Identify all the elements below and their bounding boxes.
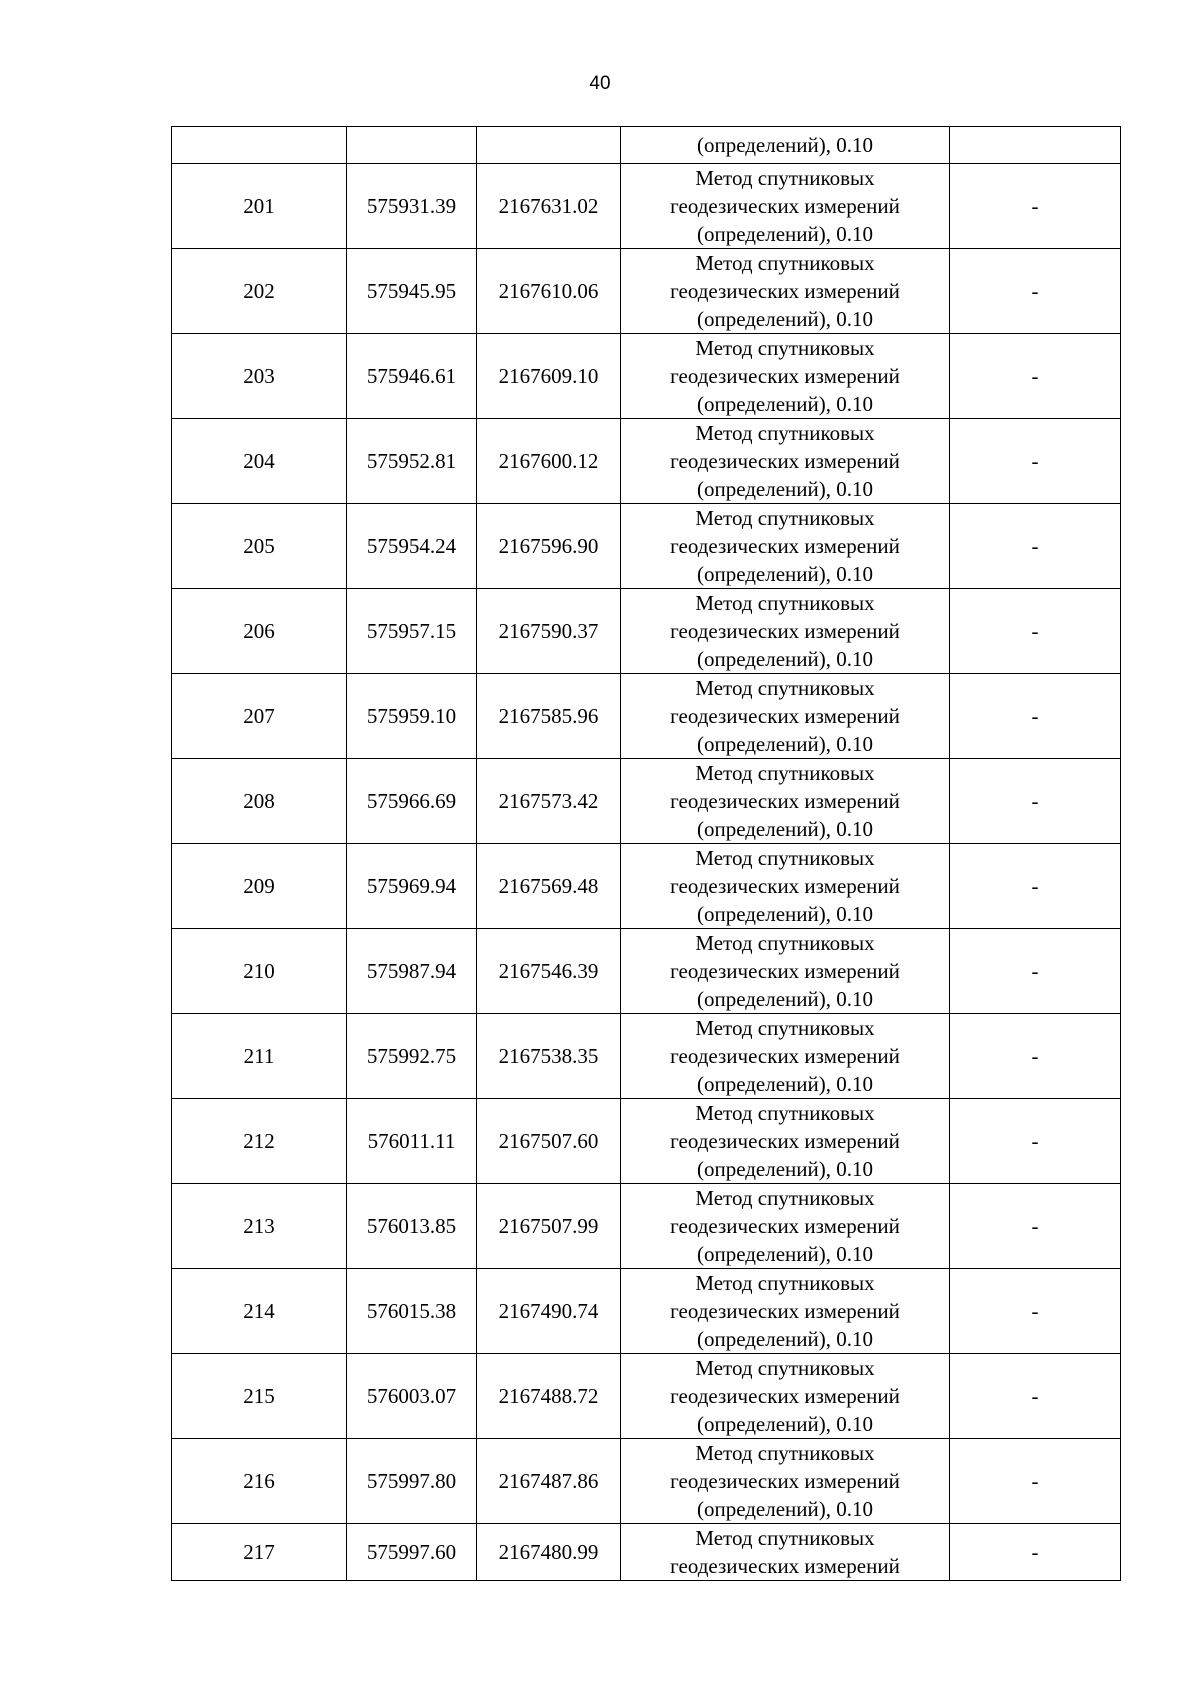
table-row (172, 1524, 1121, 1581)
method-text-line: (определений), 0.10 (696, 307, 874, 331)
method-text-line: Метод спутниковых (695, 846, 875, 870)
point-number-cell: 214 (172, 1269, 347, 1354)
method-text-line: Метод спутниковых (695, 506, 875, 530)
method-cell (621, 1354, 950, 1439)
x-coordinate-cell: 576003.07 (347, 1354, 477, 1439)
table-row (172, 589, 1121, 674)
point-number-cell: 208 (172, 759, 347, 844)
table-row (172, 1099, 1121, 1184)
table-row (172, 127, 1121, 164)
method-text-line: Метод спутниковых (695, 1016, 875, 1040)
method-text-line: геодезических измерений (670, 1214, 900, 1238)
description-cell: - (950, 419, 1121, 504)
method-text-line: (определений), 0.10 (696, 1242, 874, 1266)
table-row (172, 1354, 1121, 1439)
method-text-line: (определений), 0.10 (696, 477, 874, 501)
x-coordinate-cell: 575966.69 (347, 759, 477, 844)
y-coordinate-cell: 2167488.72 (477, 1354, 621, 1439)
method-text-line: Метод спутниковых (695, 1271, 875, 1295)
method-text-line: геодезических измерений (670, 1384, 900, 1408)
method-text-line: (определений), 0.10 (696, 1497, 874, 1521)
description-cell: - (950, 1439, 1121, 1524)
description-cell: - (950, 759, 1121, 844)
x-coordinate-cell (347, 127, 477, 164)
y-coordinate-cell: 2167573.42 (477, 759, 621, 844)
method-text-line: (определений), 0.10 (696, 133, 874, 157)
method-cell (621, 1184, 950, 1269)
table-row (172, 1439, 1121, 1524)
method-cell (621, 1014, 950, 1099)
method-cell (621, 759, 950, 844)
description-cell: - (950, 1014, 1121, 1099)
method-text-line: геодезических измерений (670, 789, 900, 813)
point-number-cell: 207 (172, 674, 347, 759)
method-text-line: геодезических измерений (670, 1129, 900, 1153)
y-coordinate-cell: 2167600.12 (477, 419, 621, 504)
method-cell (621, 164, 950, 249)
method-text-line: Метод спутниковых (695, 1356, 875, 1380)
method-text-line: (определений), 0.10 (696, 817, 874, 841)
method-text-line: геодезических измерений (670, 619, 900, 643)
y-coordinate-cell: 2167609.10 (477, 334, 621, 419)
method-text-line: (определений), 0.10 (696, 392, 874, 416)
y-coordinate-cell: 2167507.99 (477, 1184, 621, 1269)
description-cell: - (950, 589, 1121, 674)
x-coordinate-cell: 576011.11 (347, 1099, 477, 1184)
method-text-line: (определений), 0.10 (696, 1412, 874, 1436)
method-text-line: Метод спутниковых (695, 336, 875, 360)
x-coordinate-cell: 575931.39 (347, 164, 477, 249)
method-cell (621, 929, 950, 1014)
x-coordinate-cell: 575945.95 (347, 249, 477, 334)
method-text-line: (определений), 0.10 (696, 222, 874, 246)
method-text-line: Метод спутниковых (695, 931, 875, 955)
method-text-line: Метод спутниковых (695, 166, 875, 190)
point-number-cell: 211 (172, 1014, 347, 1099)
description-cell: - (950, 1099, 1121, 1184)
table-row (172, 674, 1121, 759)
x-coordinate-cell: 575959.10 (347, 674, 477, 759)
x-coordinate-cell: 575954.24 (347, 504, 477, 589)
method-cell (621, 1269, 950, 1354)
y-coordinate-cell (477, 127, 621, 164)
x-coordinate-cell: 575952.81 (347, 419, 477, 504)
method-text-line: геодезических измерений (670, 874, 900, 898)
y-coordinate-cell: 2167610.06 (477, 249, 621, 334)
table-row (172, 164, 1121, 249)
table-row (172, 1014, 1121, 1099)
method-text-line: геодезических измерений (670, 1044, 900, 1068)
y-coordinate-cell: 2167590.37 (477, 589, 621, 674)
method-text-line: Метод спутниковых (695, 1526, 875, 1550)
x-coordinate-cell: 576015.38 (347, 1269, 477, 1354)
x-coordinate-cell: 575946.61 (347, 334, 477, 419)
description-cell: - (950, 334, 1121, 419)
description-cell: - (950, 844, 1121, 929)
point-number-cell: 203 (172, 334, 347, 419)
x-coordinate-cell: 575957.15 (347, 589, 477, 674)
description-cell: - (950, 504, 1121, 589)
table-row (172, 844, 1121, 929)
y-coordinate-cell: 2167585.96 (477, 674, 621, 759)
method-text-line: (определений), 0.10 (696, 732, 874, 756)
method-cell (621, 1524, 950, 1581)
table-row (172, 504, 1121, 589)
method-text-line: геодезических измерений (670, 449, 900, 473)
method-cell (621, 249, 950, 334)
y-coordinate-cell: 2167507.60 (477, 1099, 621, 1184)
table-row (172, 759, 1121, 844)
table-row (172, 334, 1121, 419)
table-row (172, 419, 1121, 504)
y-coordinate-cell: 2167631.02 (477, 164, 621, 249)
method-cell (621, 674, 950, 759)
point-number-cell: 206 (172, 589, 347, 674)
y-coordinate-cell: 2167546.39 (477, 929, 621, 1014)
method-text-line: Метод спутниковых (695, 251, 875, 275)
description-cell: - (950, 1269, 1121, 1354)
table-row (172, 1269, 1121, 1354)
description-cell: - (950, 1184, 1121, 1269)
method-text-line: (определений), 0.10 (696, 987, 874, 1011)
table-row (172, 1184, 1121, 1269)
method-text-line: Метод спутниковых (695, 591, 875, 615)
method-text-line: геодезических измерений (670, 1469, 900, 1493)
y-coordinate-cell: 2167480.99 (477, 1524, 621, 1581)
method-text-line: геодезических измерений (670, 534, 900, 558)
x-coordinate-cell: 575997.80 (347, 1439, 477, 1524)
description-cell: - (950, 1354, 1121, 1439)
method-cell (621, 334, 950, 419)
y-coordinate-cell: 2167487.86 (477, 1439, 621, 1524)
method-text-line: геодезических измерений (670, 1554, 900, 1578)
point-number-cell: 201 (172, 164, 347, 249)
y-coordinate-cell: 2167596.90 (477, 504, 621, 589)
method-text-line: (определений), 0.10 (696, 562, 874, 586)
method-text-line: Метод спутниковых (695, 761, 875, 785)
description-cell: - (950, 164, 1121, 249)
description-cell (950, 127, 1121, 164)
method-cell (621, 1099, 950, 1184)
method-text-line: Метод спутниковых (695, 421, 875, 445)
method-text-line: Метод спутниковых (695, 676, 875, 700)
y-coordinate-cell: 2167538.35 (477, 1014, 621, 1099)
description-cell: - (950, 249, 1121, 334)
method-cell (621, 1439, 950, 1524)
method-text-line: геодезических измерений (670, 959, 900, 983)
table-row (172, 929, 1121, 1014)
page-number: 40 (589, 73, 611, 94)
point-number-cell (172, 127, 347, 164)
y-coordinate-cell: 2167569.48 (477, 844, 621, 929)
point-number-cell: 216 (172, 1439, 347, 1524)
description-cell: - (950, 674, 1121, 759)
method-text-line: геодезических измерений (670, 704, 900, 728)
x-coordinate-cell: 576013.85 (347, 1184, 477, 1269)
point-number-cell: 204 (172, 419, 347, 504)
description-cell: - (950, 929, 1121, 1014)
x-coordinate-cell: 575969.94 (347, 844, 477, 929)
point-number-cell: 215 (172, 1354, 347, 1439)
method-cell (621, 504, 950, 589)
method-text-line: (определений), 0.10 (696, 902, 874, 926)
y-coordinate-cell: 2167490.74 (477, 1269, 621, 1354)
method-text-line: Метод спутниковых (695, 1101, 875, 1125)
method-cell (621, 844, 950, 929)
x-coordinate-cell: 575992.75 (347, 1014, 477, 1099)
point-number-cell: 212 (172, 1099, 347, 1184)
point-number-cell: 205 (172, 504, 347, 589)
method-text-line: (определений), 0.10 (696, 1327, 874, 1351)
method-text-line: Метод спутниковых (695, 1186, 875, 1210)
method-text-line: (определений), 0.10 (696, 1157, 874, 1181)
method-cell (621, 127, 950, 164)
method-cell (621, 419, 950, 504)
method-text-line: Метод спутниковых (695, 1441, 875, 1465)
method-cell (621, 589, 950, 674)
method-text-line: геодезических измерений (670, 194, 900, 218)
x-coordinate-cell: 575997.60 (347, 1524, 477, 1581)
point-number-cell: 210 (172, 929, 347, 1014)
method-text-line: (определений), 0.10 (696, 647, 874, 671)
description-cell: - (950, 1524, 1121, 1581)
table-body (172, 127, 1121, 1581)
point-number-cell: 202 (172, 249, 347, 334)
point-number-cell: 217 (172, 1524, 347, 1581)
method-text-line: (определений), 0.10 (696, 1072, 874, 1096)
method-text-line: геодезических измерений (670, 1299, 900, 1323)
point-number-cell: 213 (172, 1184, 347, 1269)
coordinates-table (171, 126, 1121, 1581)
point-number-cell: 209 (172, 844, 347, 929)
method-text-line: геодезических измерений (670, 364, 900, 388)
method-text-line: геодезических измерений (670, 279, 900, 303)
table-row (172, 249, 1121, 334)
x-coordinate-cell: 575987.94 (347, 929, 477, 1014)
